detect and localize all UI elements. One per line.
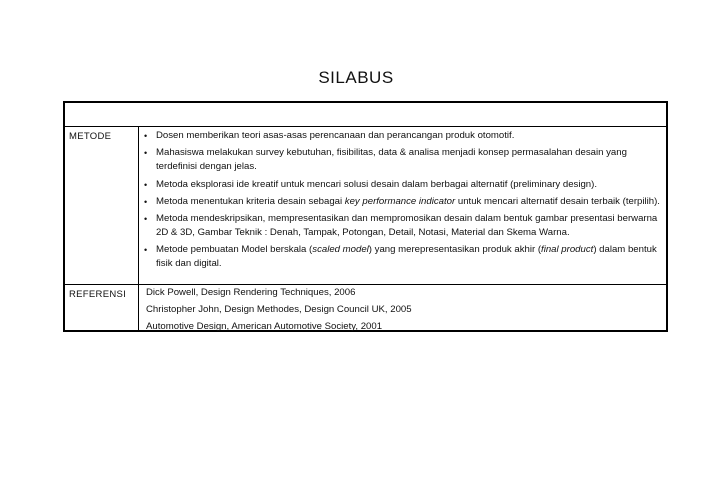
metode-label: METODE [69, 131, 112, 142]
referensi-list [146, 286, 666, 337]
referensi-label: REFERENSI [69, 289, 127, 300]
list-item: • Dosen memberikan teori asas-asas perencanaan dan perancangan produk otomotif. [144, 130, 515, 141]
reference-item: Dick Powell, Design Rendering Techniques, 2006 [146, 287, 356, 298]
reference-item: Automotive Design, American Automotive Society, 2001 [146, 321, 383, 332]
bullet-icon: • [144, 179, 148, 190]
column-divider [138, 126, 139, 330]
list-item: • Metoda menentukan kriteria desain sebagai key performance indicator untuk mencari alternatif desain terbaik (terpilih). [144, 195, 660, 207]
bullet-icon: • [144, 245, 148, 256]
section-divider [65, 284, 666, 285]
reference-item: Christopher John, Design Methodes, Design Council UK, 2005 [146, 304, 412, 315]
list-item: • Metoda mendeskripsikan, mempresentasikan dan mempromosikan desain dalam bentuk gambar presentasi berwarna 2D & 3D, Gambar Teknik : Denah, Tampak, Potongan, Detail, Notasi, Material dan Skema Warna. [144, 213, 658, 239]
syllabus-table [63, 101, 668, 332]
list-item: • Metoda eksplorasi ide kreatif untuk mencari solusi desain dalam berbagai alternatif (preliminary design). [144, 178, 597, 190]
table-header-row [65, 103, 666, 127]
bullet-icon: • [144, 148, 148, 159]
bullet-icon: • [144, 214, 148, 225]
bullet-icon: • [144, 196, 148, 207]
list-item: • Metode pembuatan Model berskala (scaled model) yang merepresentasikan produk akhir (final product) dalam bentuk fisik dan digital. [144, 244, 657, 270]
metode-list [143, 129, 667, 275]
page-title: SILABUS [318, 68, 394, 87]
list-item: • Mahasiswa melakukan survey kebutuhan, fisibilitas, data & analisa menjadi konsep permasalahan desain yang terdefinisi dengan jelas. [144, 147, 627, 173]
bullet-icon: • [144, 131, 148, 141]
